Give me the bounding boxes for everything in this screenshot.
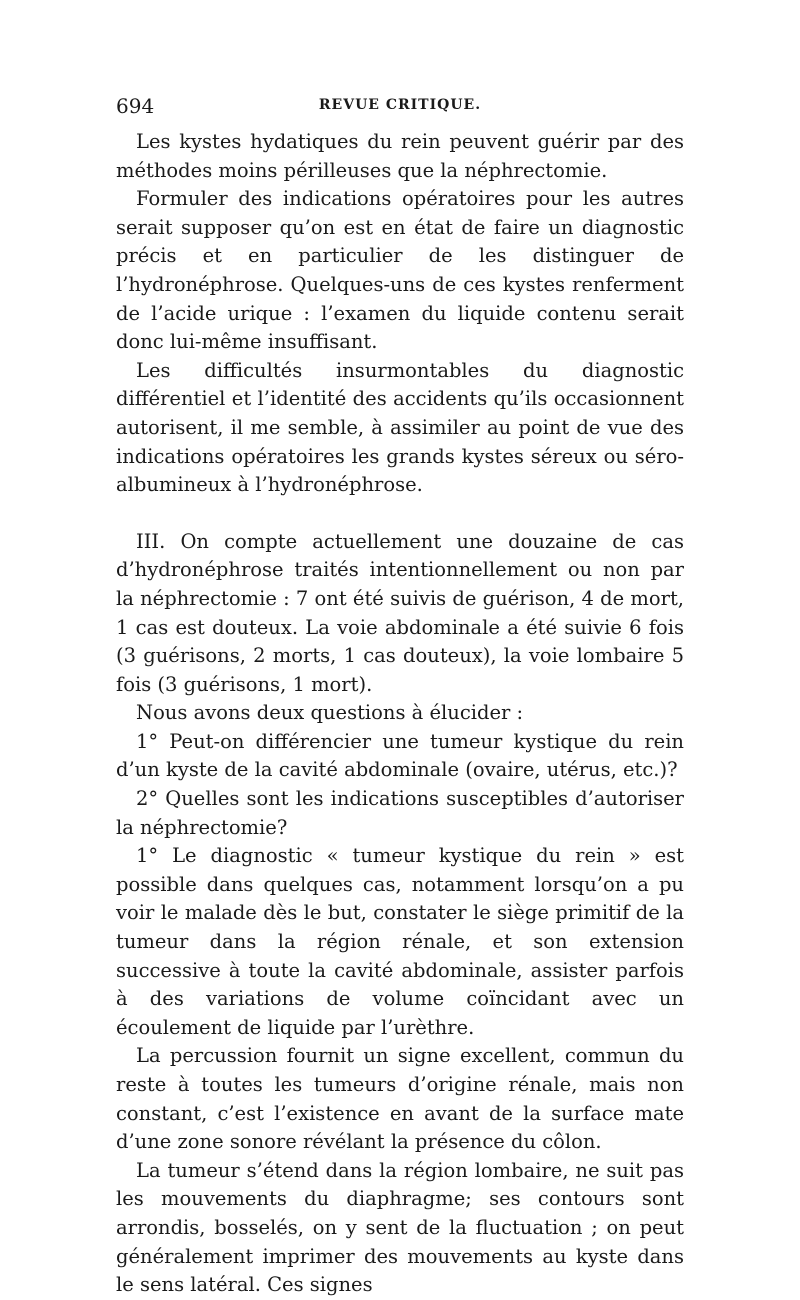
paragraph-question-one: 1° Peut-on différencier une tumeur kystique du rein d’un kyste de la cavité abdominale (ovaire, utérus, etc.)?: [116, 729, 684, 782]
paragraph-lumbar-region: La tumeur s’étend dans la région lombaire, ne suit pas les mouvements du diaphragme; ses contours sont arrondis, bosselés, on y sent de la fluctuation ; on peut généralement imprimer des mouvements au kyste dans le sens latéral. Ces signes: [116, 1158, 684, 1297]
page-number: 694: [116, 94, 155, 118]
paragraph-diagnosis: 1° Le diagnostic « tumeur kystique du rein » est possible dans quelques cas, notamment lorsqu’on a pu voir le malade dès le but, constater le siège primitif de la tumeur dans la région rénale, et son extension successive à toute la cavité abdominale, assister parfois à des variations de volume coïncidant avec un écoulement de liquide par l’urèthre.: [116, 844, 684, 1039]
paragraph-two-questions: Nous avons deux questions à élucider :: [136, 701, 524, 725]
paragraph-question-two: 2° Quelles sont les indications susceptibles d’autoriser la néphrectomie?: [116, 787, 684, 839]
paragraph-percussion: La percussion fournit un signe excellent, commun du reste à toutes les tumeurs d’origine rénale, mais non constant, c’est l’existence en avant de la surface mate d’une zone sonore révélant la présence du côlon.: [116, 1044, 684, 1154]
paragraph-section-iii: III. On compte actuellement une douzaine de cas d’hydronéphrose traités intentionnellement ou non par la néphrectomie : 7 ont été suivis de guérison, 4 de mort, 1 cas est douteux. La voie abdominale a été suivie 6 fois (3 guérisons, 2 morts, 1 cas douteux), la voie lombaire 5 fois (3 guérisons, 1 mort).: [116, 529, 684, 696]
page-header: [116, 94, 684, 120]
text-body: [116, 128, 684, 1300]
paragraph-operative-indications: Formuler des indications opératoires pour les autres serait supposer qu’on est en état de faire un diagnostic précis et en particulier de les distinguer de l’hydronéphrose. Quelques-uns de ces kystes renferment de l’acide urique : l’examen du liquide contenu serait donc lui-même insuffisant.: [116, 187, 684, 354]
paragraph-diagnostic-difficulties: Les difficultés insurmontables du diagnostic différentiel et l’identité des accidents qu’ils occasionnent autorisent, il me semble, à assimiler au point de vue des indications opératoires les grands kystes séreux ou séro-albumineux à l’hydronéphrose.: [116, 358, 684, 497]
paragraph-hydatid-cysts: Les kystes hydatiques du rein peuvent guérir par des méthodes moins périlleuses que la néphrectomie.: [116, 130, 684, 182]
running-title: REVUE CRITIQUE.: [318, 97, 482, 113]
